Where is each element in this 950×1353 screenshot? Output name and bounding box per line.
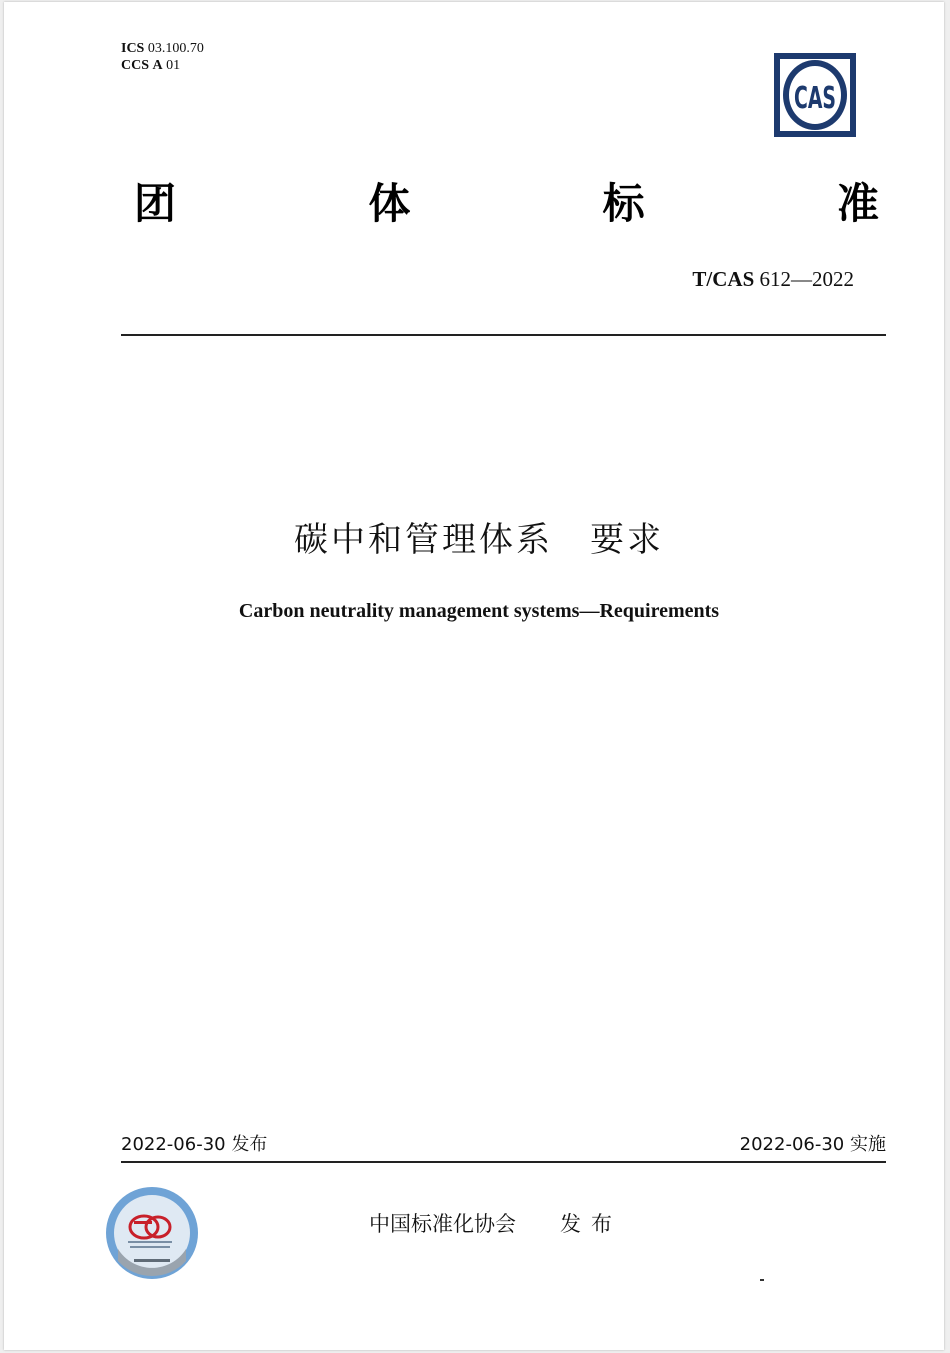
ccs-line — [121, 57, 204, 74]
scan-mark — [760, 1279, 764, 1281]
publisher-verb: 发布 — [560, 1212, 622, 1236]
publisher-name: 中国标准化协会 — [369, 1212, 516, 1236]
ccs-code: 01 — [166, 58, 181, 73]
title-chinese: 碳中和管理体系 要求 — [294, 520, 664, 560]
standard-type-char: 标 — [602, 179, 645, 228]
ccs-letter: A — [152, 58, 163, 73]
ics-label: ICS — [121, 41, 145, 56]
date-row — [121, 1130, 886, 1156]
standard-type-char: 团 — [134, 179, 177, 228]
ccs-label: CCS — [121, 58, 150, 73]
bottom-divider — [121, 1161, 886, 1163]
top-divider — [121, 334, 886, 336]
implement-date: 2022-06-30 实施 — [739, 1134, 886, 1155]
ics-code: 03.100.70 — [147, 41, 204, 56]
cas-logo — [773, 52, 857, 138]
title-english: Carbon neutrality management systems—Requirements — [238, 600, 720, 622]
standard-number-value: 612—2022 — [759, 267, 854, 291]
publisher-line — [369, 1208, 622, 1238]
publish-date: 2022-06-30 发布 — [121, 1134, 268, 1155]
ics-line — [121, 40, 204, 57]
standard-number-prefix: T/CAS — [692, 267, 755, 291]
logo-text: CAS — [794, 81, 836, 116]
standard-number — [692, 267, 854, 292]
standard-cover-page — [4, 2, 944, 1350]
anti-counterfeit-seal — [104, 1185, 200, 1281]
standard-type-char: 准 — [836, 179, 879, 228]
classification-codes — [121, 40, 204, 74]
standard-type-char: 体 — [368, 179, 411, 228]
standard-type-heading — [134, 174, 879, 234]
